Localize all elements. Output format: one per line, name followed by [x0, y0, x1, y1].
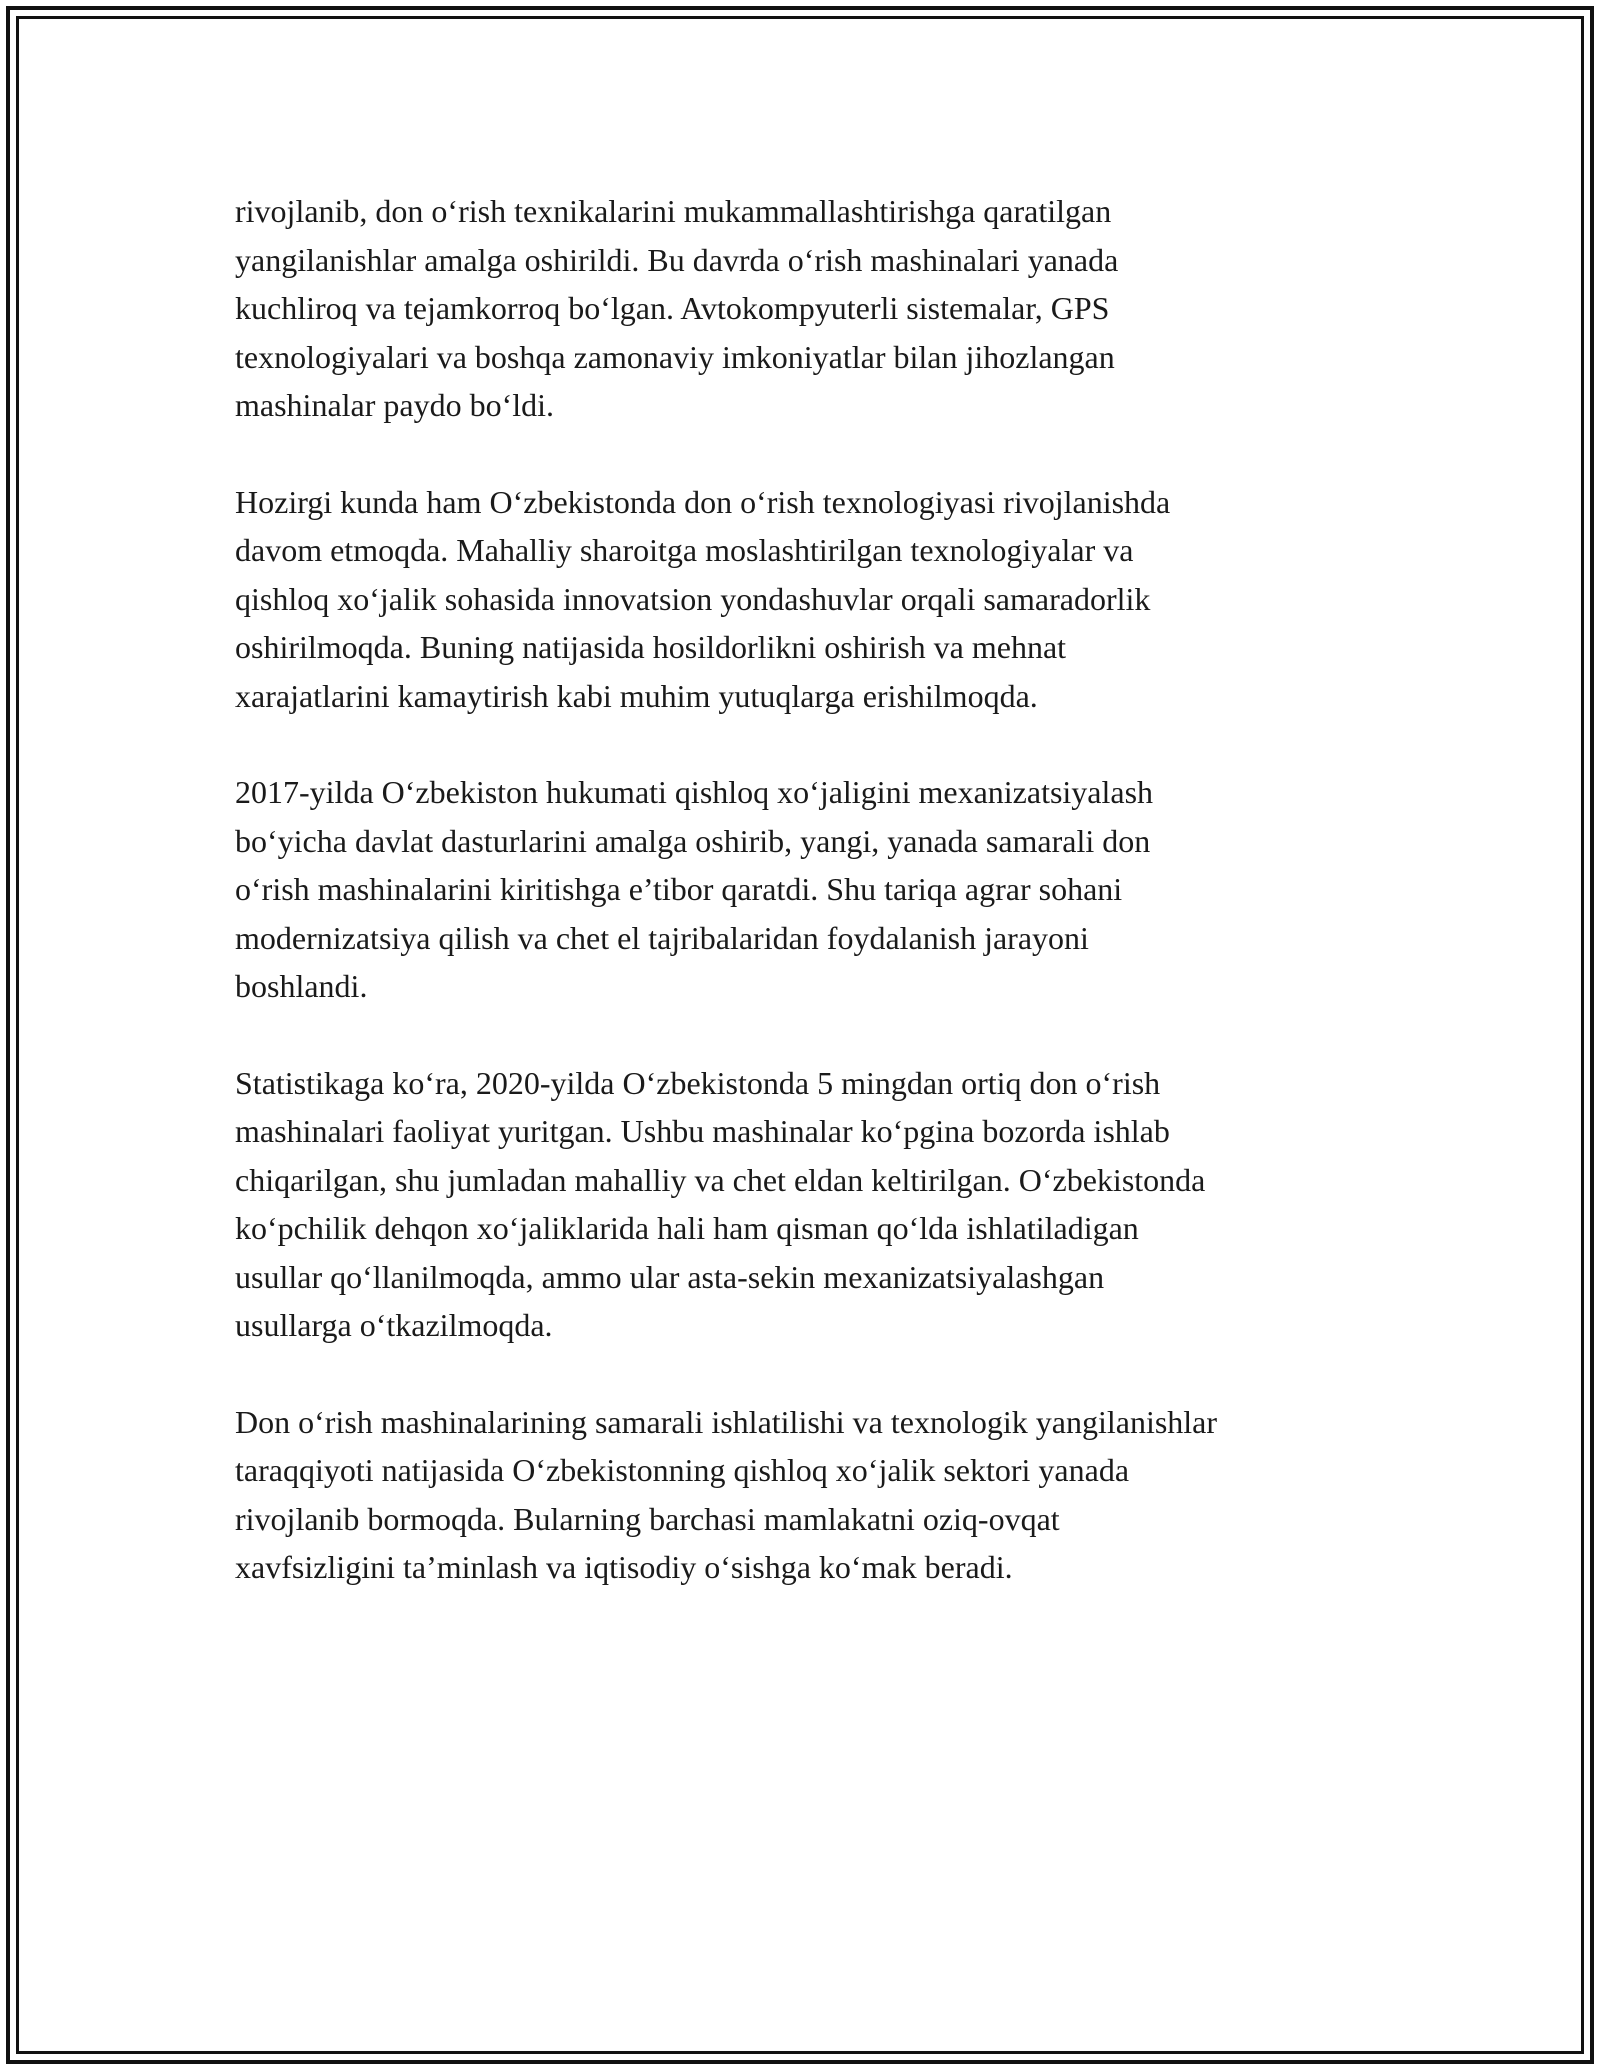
text-line: boshlandi.	[235, 968, 368, 1004]
text-line: oshirilmoqda. Buning natijasida hosildorlikni oshirish va mehnat	[235, 629, 1067, 665]
text-line: qishloq xo‘jalik sohasida innovatsion yondashuvlar orqali samaradorlik	[235, 580, 1151, 617]
paragraph-4	[235, 1059, 1375, 1350]
text-line: mashinalari faoliyat yuritgan. Ushbu mashinalar ko‘pgina bozorda ishlab	[235, 1113, 1170, 1149]
text-line: davom etmoqda. Mahalliy sharoitga moslashtirilgan texnologiyalar va	[235, 532, 1134, 568]
paragraph-3	[235, 768, 1375, 1011]
text-line: Don o‘rish mashinalarining samarali ishlatilishi va texnologik yangilanishlar	[235, 1403, 1218, 1440]
text-line: ko‘pchilik dehqon xo‘jaliklarida hali ham qisman qo‘lda ishlatiladigan	[235, 1210, 1139, 1246]
text-line: Statistikaga ko‘ra, 2020-yilda O‘zbekistonda 5 mingdan ortiq don o‘rish	[235, 1064, 1161, 1101]
text-line: 2017-yilda O‘zbekiston hukumati qishloq xo‘jaligini mexanizatsiyalash	[235, 774, 1154, 810]
text-line: usullar qo‘llanilmoqda, ammo ular asta-sekin mexanizatsiyalashgan	[235, 1258, 1105, 1295]
text-line: xavfsizligini ta’minlash va iqtisodiy o‘sishga ko‘mak beradi.	[235, 1549, 1013, 1585]
text-line: Hozirgi kunda ham O‘zbekistonda don o‘rish texnologiyasi rivojlanishda	[235, 483, 1171, 520]
paragraph-5	[235, 1398, 1375, 1592]
text-line: kuchliroq va tejamkorroq bo‘lgan. Avtokompyuterli sistemalar, GPS	[235, 290, 1110, 326]
text-line: usullarga o‘tkazilmoqda.	[235, 1307, 553, 1343]
paragraph-2	[235, 478, 1375, 721]
text-line: mashinalar paydo bo‘ldi.	[235, 387, 555, 423]
paragraph-1	[235, 187, 1375, 430]
text-line: modernizatsiya qilish va chet el tajribalaridan foydalanish jarayoni	[235, 919, 1089, 956]
text-line: yangilanishlar amalga oshirildi. Bu davrda o‘rish mashinalari yanada	[235, 241, 1119, 278]
text-line: o‘rish mashinalarini kiritishga e’tibor qaratdi. Shu tariqa agrar sohani	[235, 871, 1123, 907]
text-line: xarajatlarini kamaytirish kabi muhim yutuqlarga erishilmoqda.	[235, 677, 1038, 714]
document-body	[235, 187, 1375, 1640]
text-line: bo‘yicha davlat dasturlarini amalga oshirib, yangi, yanada samarali don	[235, 822, 1151, 859]
text-line: texnologiyalari va boshqa zamonaviy imkoniyatlar bilan jihozlangan	[235, 338, 1115, 375]
text-line: taraqqiyoti natijasida O‘zbekistonning qishloq xo‘jalik sektori yanada	[235, 1452, 1130, 1488]
text-line: rivojlanib, don o‘rish texnikalarini mukammallashtirishga qaratilgan	[235, 193, 1112, 229]
text-line: rivojlanib bormoqda. Bularning barchasi mamlakatni oziq-ovqat	[235, 1500, 1060, 1537]
text-line: chiqarilgan, shu jumladan mahalliy va chet eldan keltirilgan. O‘zbekistonda	[235, 1161, 1206, 1198]
